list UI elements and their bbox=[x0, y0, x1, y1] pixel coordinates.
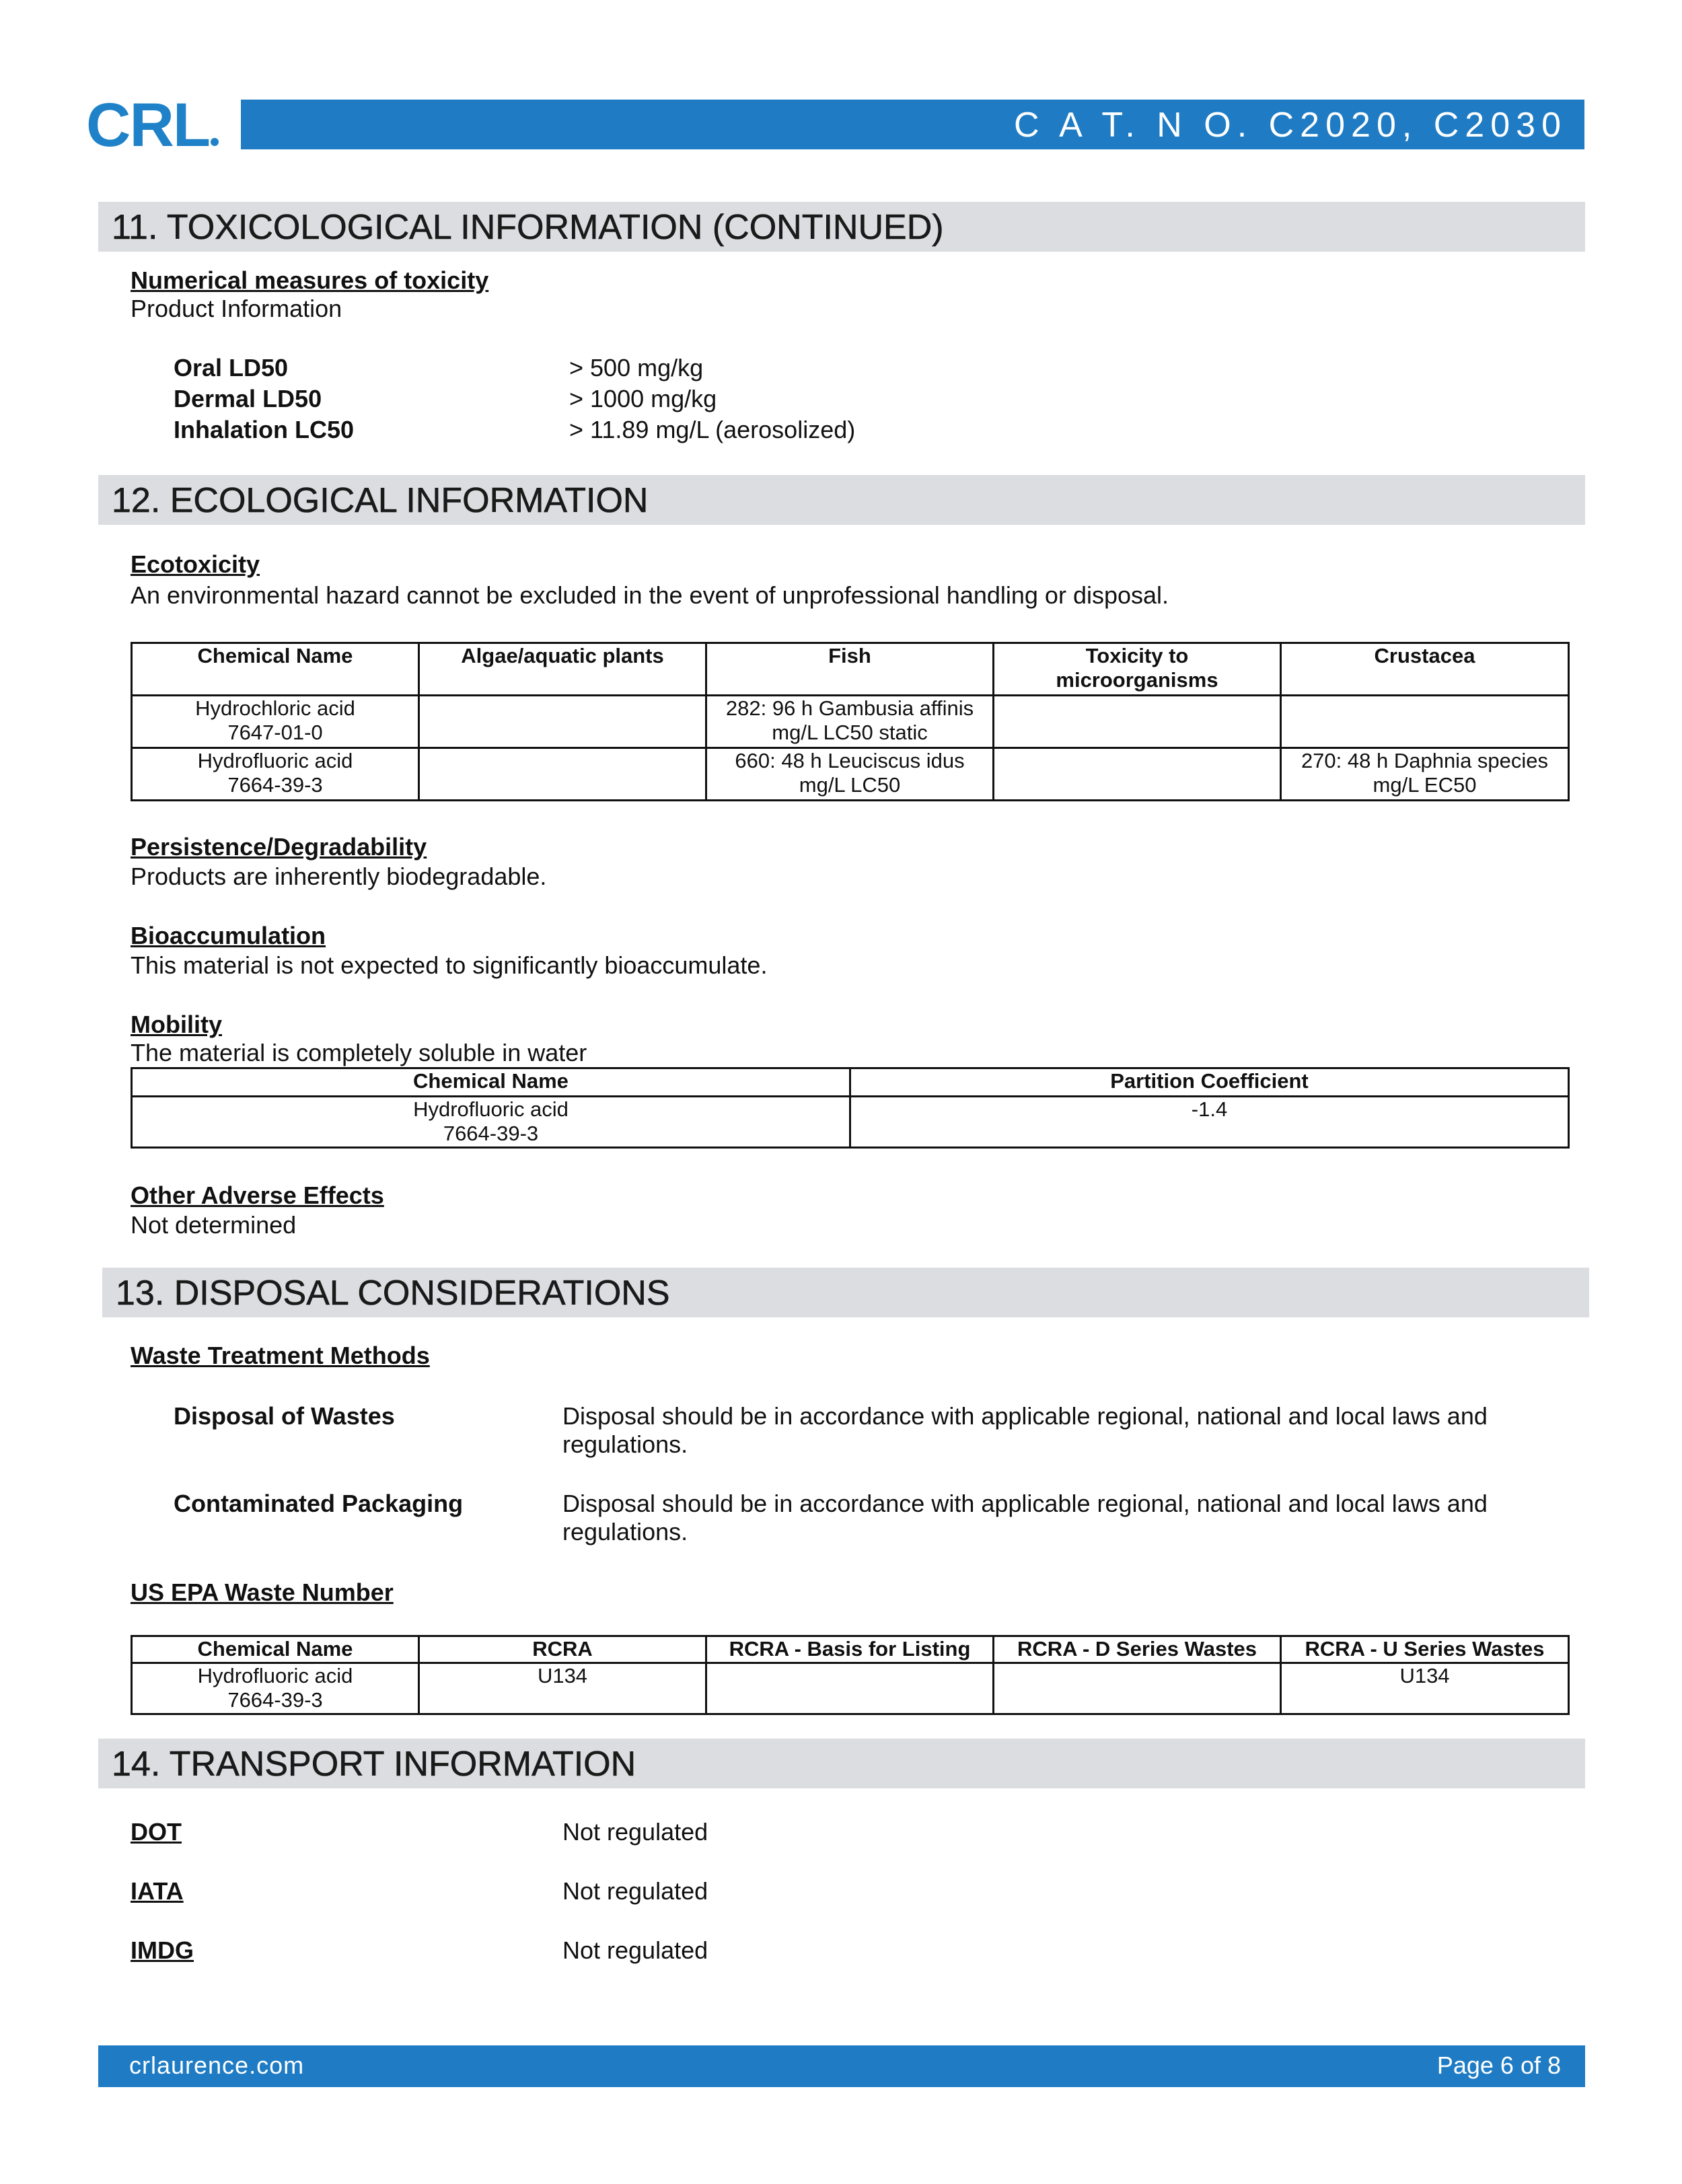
mobility-text: The material is completely soluble in water bbox=[131, 1039, 587, 1066]
ecotoxicity-text: An environmental hazard cannot be excluded in the event of unprofessional handling or disposal. bbox=[131, 581, 1169, 609]
disposal-of-wastes-label: Disposal of Wastes bbox=[174, 1402, 395, 1430]
col-microorganisms: Toxicity to microorganisms bbox=[994, 643, 1281, 696]
dermal-ld50-value: > 1000 mg/kg bbox=[569, 385, 717, 412]
cell-partition-coefficient: -1.4 bbox=[850, 1097, 1569, 1148]
footer-website: crlaurence.com bbox=[129, 2051, 305, 2079]
epa-waste-number-heading: US EPA Waste Number bbox=[131, 1578, 394, 1606]
epa-waste-table bbox=[131, 1635, 1570, 1715]
imdg-value: Not regulated bbox=[562, 1936, 708, 1964]
cell-fish: 660: 48 h Leuciscus idus mg/L LC50 bbox=[706, 748, 994, 801]
cell-algae bbox=[419, 696, 706, 748]
product-information-label: Product Information bbox=[131, 295, 342, 322]
table-header-row bbox=[132, 643, 1569, 696]
table-row bbox=[132, 696, 1569, 748]
section-12-title: 12. ECOLOGICAL INFORMATION bbox=[112, 481, 649, 520]
section-13-header bbox=[102, 1268, 1589, 1317]
cell-rcra-basis bbox=[706, 1663, 994, 1714]
table-row bbox=[132, 1097, 1569, 1148]
cell-crustacea: 270: 48 h Daphnia species mg/L EC50 bbox=[1281, 748, 1569, 801]
header-bar bbox=[241, 100, 1584, 149]
cell-crustacea bbox=[1281, 696, 1569, 748]
mobility-table bbox=[131, 1067, 1570, 1149]
cell-chemical-name: Hydrofluoric acid 7664-39-3 bbox=[132, 1097, 850, 1148]
col-rcra-u-series: RCRA - U Series Wastes bbox=[1281, 1636, 1569, 1663]
ecotoxicity-heading: Ecotoxicity bbox=[131, 550, 260, 578]
numerical-measures-heading: Numerical measures of toxicity bbox=[131, 266, 489, 294]
catalog-number: C A T. N O. C2020, C2030 bbox=[1013, 106, 1567, 145]
col-chemical-name: Chemical Name bbox=[132, 643, 419, 696]
section-11-header bbox=[98, 202, 1585, 252]
contaminated-packaging-label: Contaminated Packaging bbox=[174, 1490, 464, 1517]
col-fish: Fish bbox=[706, 643, 994, 696]
other-adverse-effects-heading: Other Adverse Effects bbox=[131, 1181, 384, 1209]
cell-rcra-u-series: U134 bbox=[1281, 1663, 1569, 1714]
col-chemical-name: Chemical Name bbox=[132, 1636, 419, 1663]
section-14-header bbox=[98, 1739, 1585, 1788]
footer-page-number: Page 6 of 8 bbox=[1436, 2051, 1561, 2079]
table-row bbox=[132, 748, 1569, 801]
table-header-row bbox=[132, 1068, 1569, 1097]
section-14-title: 14. TRANSPORT INFORMATION bbox=[112, 1745, 636, 1784]
col-rcra: RCRA bbox=[419, 1636, 706, 1663]
cell-rcra: U134 bbox=[419, 1663, 706, 1714]
cell-rcra-d-series bbox=[994, 1663, 1281, 1714]
disposal-of-wastes-text: Disposal should be in accordance with applicable regional, national and local laws and regulations. bbox=[562, 1402, 1488, 1458]
dot-value: Not regulated bbox=[562, 1818, 708, 1846]
col-chemical-name: Chemical Name bbox=[132, 1068, 850, 1097]
cell-chemical-name: Hydrofluoric acid 7664-39-3 bbox=[132, 1663, 419, 1714]
cell-chemical-name: Hydrofluoric acid 7664-39-3 bbox=[132, 748, 419, 801]
imdg-label: IMDG bbox=[131, 1936, 194, 1964]
inhalation-lc50-label: Inhalation LC50 bbox=[174, 416, 355, 443]
cell-microorganisms bbox=[994, 748, 1281, 801]
col-rcra-d-series: RCRA - D Series Wastes bbox=[994, 1636, 1281, 1663]
section-12-header bbox=[98, 475, 1585, 525]
section-11-title: 11. TOXICOLOGICAL INFORMATION (CONTINUED) bbox=[112, 208, 944, 247]
cell-fish: 282: 96 h Gambusia affinis mg/L LC50 static bbox=[706, 696, 994, 748]
dermal-ld50-label: Dermal LD50 bbox=[174, 385, 322, 412]
section-13-title: 13. DISPOSAL CONSIDERATIONS bbox=[116, 1274, 670, 1313]
persistence-text: Products are inherently biodegradable. bbox=[131, 863, 547, 890]
bioaccumulation-heading: Bioaccumulation bbox=[131, 922, 326, 949]
table-header-row bbox=[132, 1636, 1569, 1663]
crl-logo: CRL bbox=[86, 94, 219, 156]
cell-algae bbox=[419, 748, 706, 801]
bioaccumulation-text: This material is not expected to significantly bioaccumulate. bbox=[131, 951, 768, 979]
table-row bbox=[132, 1663, 1569, 1714]
logo-dot bbox=[211, 138, 219, 146]
other-adverse-effects-text: Not determined bbox=[131, 1211, 297, 1239]
mobility-heading: Mobility bbox=[131, 1011, 222, 1038]
dot-label: DOT bbox=[131, 1818, 182, 1846]
iata-label: IATA bbox=[131, 1877, 184, 1905]
cell-microorganisms bbox=[994, 696, 1281, 748]
waste-treatment-heading: Waste Treatment Methods bbox=[131, 1342, 430, 1369]
footer-bar bbox=[98, 2045, 1585, 2087]
ecotoxicity-table bbox=[131, 642, 1570, 801]
col-partition-coefficient: Partition Coefficient bbox=[850, 1068, 1569, 1097]
persistence-heading: Persistence/Degradability bbox=[131, 833, 427, 861]
inhalation-lc50-value: > 11.89 mg/L (aerosolized) bbox=[569, 416, 856, 443]
iata-value: Not regulated bbox=[562, 1877, 708, 1905]
oral-ld50-value: > 500 mg/kg bbox=[569, 354, 704, 381]
col-rcra-basis: RCRA - Basis for Listing bbox=[706, 1636, 994, 1663]
cell-chemical-name: Hydrochloric acid 7647-01-0 bbox=[132, 696, 419, 748]
oral-ld50-label: Oral LD50 bbox=[174, 354, 289, 381]
contaminated-packaging-text: Disposal should be in accordance with applicable regional, national and local laws and regulations. bbox=[562, 1490, 1488, 1545]
col-algae: Algae/aquatic plants bbox=[419, 643, 706, 696]
col-crustacea: Crustacea bbox=[1281, 643, 1569, 696]
